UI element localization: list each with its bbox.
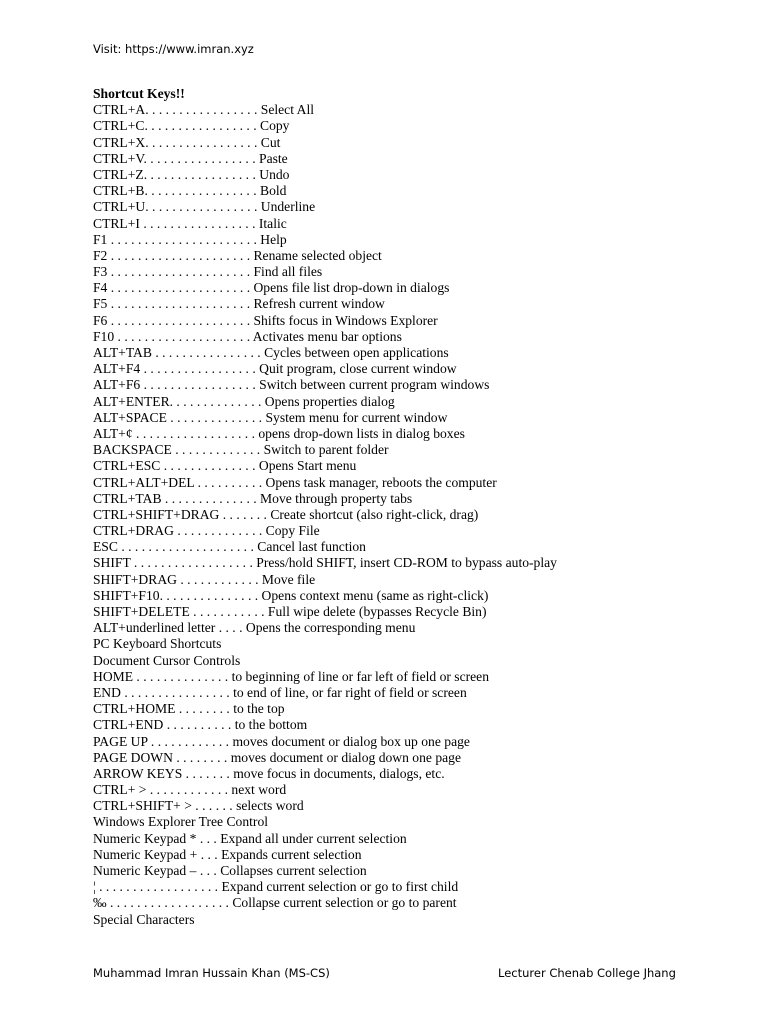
shortcut-line: CTRL+A. . . . . . . . . . . . . . . . . Select All — [93, 102, 315, 118]
shortcut-line: CTRL+DRAG . . . . . . . . . . . . . Copy File — [93, 523, 320, 539]
shortcut-line: CTRL+I . . . . . . . . . . . . . . . . . Italic — [93, 215, 287, 231]
shortcut-line: ALT+F4 . . . . . . . . . . . . . . . . . Quit program, close current window — [93, 361, 457, 377]
footer-affiliation: Lecturer Chenab College Jhang — [498, 966, 676, 980]
shortcut-line: ESC . . . . . . . . . . . . . . . . . . . . Cancel last function — [93, 539, 366, 555]
shortcut-line: ALT+SPACE . . . . . . . . . . . . . . System menu for current window — [93, 409, 448, 425]
shortcut-line: F2 . . . . . . . . . . . . . . . . . . . . . Rename selected object — [93, 247, 382, 263]
shortcut-line: CTRL+U. . . . . . . . . . . . . . . . . Underline — [93, 199, 316, 215]
shortcut-line: PAGE DOWN . . . . . . . . moves document or dialog down one page — [93, 749, 461, 765]
shortcut-line: CTRL+ALT+DEL . . . . . . . . . . Opens task manager, reboots the computer — [93, 474, 497, 490]
shortcut-line: CTRL+SHIFT+ > . . . . . . selects word — [93, 798, 304, 814]
shortcut-line: Numeric Keypad * . . . Expand all under current selection — [93, 830, 407, 846]
shortcut-line: ARROW KEYS . . . . . . . move focus in documents, dialogs, etc. — [93, 765, 445, 781]
shortcut-line: ALT+¢ . . . . . . . . . . . . . . . . . . opens drop-down lists in dialog boxes — [93, 425, 465, 441]
shortcut-line: PC Keyboard Shortcuts — [93, 636, 222, 652]
shortcut-lines — [93, 102, 557, 928]
shortcut-line: ‰ . . . . . . . . . . . . . . . . . . Collapse current selection or go to parent — [93, 895, 457, 911]
shortcut-line: CTRL+END . . . . . . . . . . to the bottom — [93, 717, 308, 733]
shortcut-line: CTRL+X. . . . . . . . . . . . . . . . . Cut — [93, 134, 281, 150]
shortcut-line: CTRL+ > . . . . . . . . . . . . next word — [93, 782, 287, 798]
shortcut-line: Numeric Keypad + . . . Expands current selection — [93, 846, 362, 862]
shortcut-line: ALT+ENTER. . . . . . . . . . . . . . Opens properties dialog — [93, 393, 395, 409]
shortcut-line: F5 . . . . . . . . . . . . . . . . . . . . . Refresh current window — [93, 296, 385, 312]
shortcut-line: SHIFT+DELETE . . . . . . . . . . . Full wipe delete (bypasses Recycle Bin) — [93, 604, 487, 619]
shortcut-line: Windows Explorer Tree Control — [93, 814, 269, 830]
shortcut-line: F6 . . . . . . . . . . . . . . . . . . . . . Shifts focus in Windows Explorer — [93, 312, 438, 328]
shortcut-line: SHIFT+DRAG . . . . . . . . . . . . Move file — [93, 571, 316, 587]
shortcut-line: CTRL+TAB . . . . . . . . . . . . . . Move through property tabs — [93, 490, 413, 506]
shortcut-line: CTRL+SHIFT+DRAG . . . . . . . Create shortcut (also right-click, drag) — [93, 506, 479, 522]
shortcut-line: END . . . . . . . . . . . . . . . . to end of line, or far right of field or screen — [93, 684, 467, 700]
shortcut-line: ALT+underlined letter . . . . Opens the corresponding menu — [93, 620, 416, 636]
page-title: Shortcut Keys!! — [93, 86, 185, 101]
shortcut-list — [93, 86, 557, 928]
shortcut-line: SHIFT+F10. . . . . . . . . . . . . . . Opens context menu (same as right-click) — [93, 587, 489, 603]
shortcut-line: PAGE UP . . . . . . . . . . . . moves document or dialog box up one page — [93, 733, 470, 749]
shortcut-line: Numeric Keypad – . . . Collapses current selection — [93, 863, 367, 878]
shortcut-line: CTRL+Z. . . . . . . . . . . . . . . . . Undo — [93, 166, 290, 182]
shortcut-line: F10 . . . . . . . . . . . . . . . . . . . . Activates menu bar options — [93, 328, 402, 344]
shortcut-line: CTRL+ESC . . . . . . . . . . . . . . Opens Start menu — [93, 458, 357, 474]
shortcut-line: ALT+TAB . . . . . . . . . . . . . . . . Cycles between open applications — [93, 345, 449, 360]
shortcut-line: SHIFT . . . . . . . . . . . . . . . . . . Press/hold SHIFT, insert CD-ROM to bypass auto-play — [93, 555, 557, 571]
shortcut-line: ¦ . . . . . . . . . . . . . . . . . . Expand current selection or go to first child — [93, 879, 459, 895]
shortcut-line: F4 . . . . . . . . . . . . . . . . . . . . . Opens file list drop-down in dialogs — [93, 280, 450, 296]
shortcut-line: Document Cursor Controls — [93, 652, 241, 668]
shortcut-line: ALT+F6 . . . . . . . . . . . . . . . . . Switch between current program windows — [93, 377, 490, 393]
shortcut-line: F3 . . . . . . . . . . . . . . . . . . . . . Find all files — [93, 264, 323, 280]
shortcut-line: F1 . . . . . . . . . . . . . . . . . . . . . . Help — [93, 231, 287, 247]
shortcut-line: Special Characters — [93, 911, 195, 927]
shortcut-line: HOME . . . . . . . . . . . . . . to beginning of line or far left of field or screen — [93, 668, 490, 684]
shortcut-line: BACKSPACE . . . . . . . . . . . . . Switch to parent folder — [93, 442, 389, 458]
shortcut-line: CTRL+C. . . . . . . . . . . . . . . . . Copy — [93, 118, 290, 134]
shortcut-line: CTRL+B. . . . . . . . . . . . . . . . . Bold — [93, 183, 287, 199]
footer-author: Muhammad Imran Hussain Khan (MS-CS) — [93, 966, 330, 980]
header-visit-link: Visit: https://www.imran.xyz — [93, 42, 254, 56]
shortcut-line: CTRL+V. . . . . . . . . . . . . . . . . Paste — [93, 150, 288, 166]
shortcut-line: CTRL+HOME . . . . . . . . to the top — [93, 701, 285, 717]
